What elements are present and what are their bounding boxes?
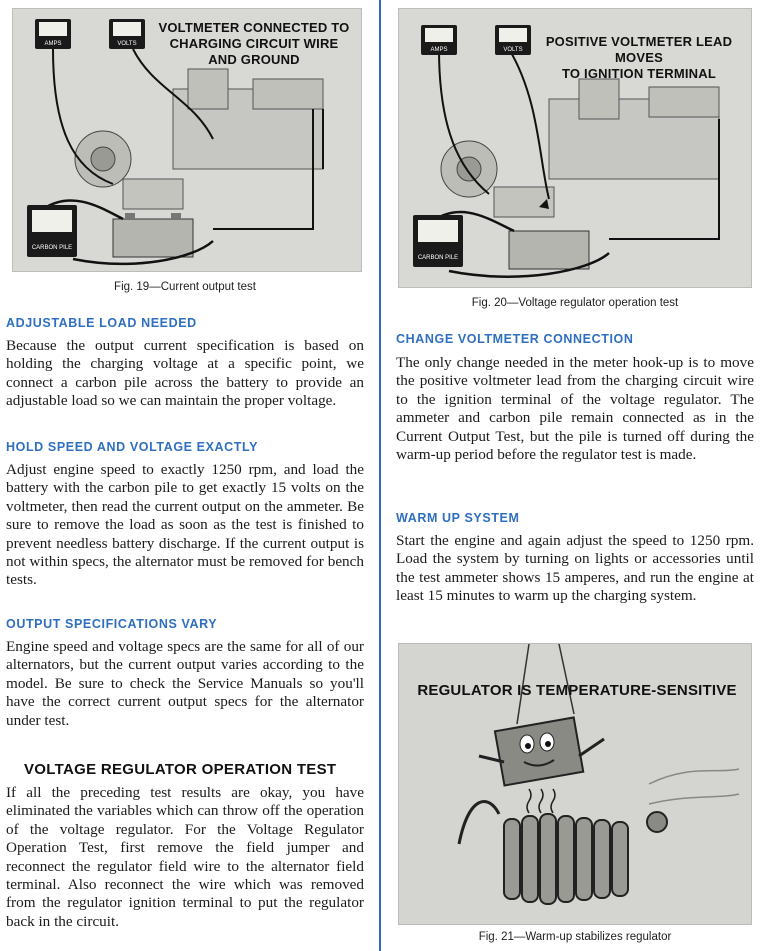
fig19-carbon-pile-label: CARBON PILE	[31, 245, 73, 251]
fig19-volts-label: VOLTS	[117, 41, 137, 47]
fig21-caption: Fig. 21—Warm-up stabilizes regulator	[478, 931, 672, 943]
heading-regulator-test: VOLTAGE REGULATOR OPERATION TEST	[24, 761, 337, 778]
fig20-title	[530, 34, 748, 82]
fig19-caption: Fig. 19—Current output test	[114, 281, 256, 293]
paragraph-change-voltmeter: The only change needed in the meter hook-up is to move the positive voltmeter lead from the charging circuit wire to the ignition terminal of the voltage regulator. The ammeter and carbon pile remain connected as in the Current Output Test, but the pile is turned off during the warm-up period before the regulator test is made.	[396, 354, 754, 464]
fig19-title-line3: AND GROUND	[208, 52, 300, 67]
heading-hold-speed: HOLD SPEED AND VOLTAGE EXACTLY	[6, 440, 259, 454]
paragraph-adjustable-load: Because the output current specification is based on holding the charging voltage at a specific point, we connect a carbon pile across the battery to provide an adjustable load so we can maintain the proper voltage.	[6, 337, 364, 410]
heading-adjustable-load: ADJUSTABLE LOAD NEEDED	[6, 316, 197, 330]
heading-warm-up: WARM UP SYSTEM	[396, 511, 520, 525]
paragraph-output-specs: Engine speed and voltage specs are the same for all of our alternators, but the current output varies according to the model. Be sure to check the Service Manuals so you'll have the correct current output specs for the alternator under test.	[6, 638, 364, 729]
fig20-title-line2: TO IGNITION TERMINAL	[562, 66, 716, 81]
fig20-carbon-pile-label: CARBON PILE	[417, 255, 459, 261]
fig20-caption: Fig. 20—Voltage regulator operation test	[471, 297, 679, 309]
column-divider	[379, 0, 381, 951]
fig19-title	[154, 20, 354, 68]
fig20-amps-label: AMPS	[430, 47, 448, 53]
paragraph-warm-up: Start the engine and again adjust the speed to 1250 rpm. Load the system by turning on lights or accessories until the test ammeter shows 15 amperes, and run the engine at least 15 minutes to warm up the charging system.	[396, 532, 754, 605]
heading-output-specs: OUTPUT SPECIFICATIONS VARY	[6, 617, 218, 631]
fig20-volts-label: VOLTS	[503, 47, 523, 53]
paragraph-hold-speed: Adjust engine speed to exactly 1250 rpm, and load the battery with the carbon pile to get exactly 15 volts on the voltmeter, then read the current output on the ammeter. Be sure to remove the load as soon as the test is finished to prevent needless battery discharge. If the current output is not within specs, the alternator must be removed for bench tests.	[6, 461, 364, 589]
fig19-title-line1: VOLTMETER CONNECTED TO	[158, 20, 350, 35]
paragraph-regulator-test: If all the preceding test results are okay, you have eliminated the variables which can throw off the operation of the voltage regulator. For the Voltage Regulator Operation Test, first remove the field jumper and reconnect the regulator field wire to the alternator field terminal. Also reconnect the wire which was removed from the regulator ignition terminal to put the regulator back in the circuit.	[6, 784, 364, 930]
fig19-title-line2: CHARGING CIRCUIT WIRE	[169, 36, 339, 51]
heading-change-voltmeter: CHANGE VOLTMETER CONNECTION	[396, 332, 634, 346]
fig21-title: REGULATOR IS TEMPERATURE-SENSITIVE	[417, 682, 737, 699]
fig19-amps-label: AMPS	[44, 41, 62, 47]
fig20-title-line1: POSITIVE VOLTMETER LEAD MOVES	[545, 34, 733, 65]
